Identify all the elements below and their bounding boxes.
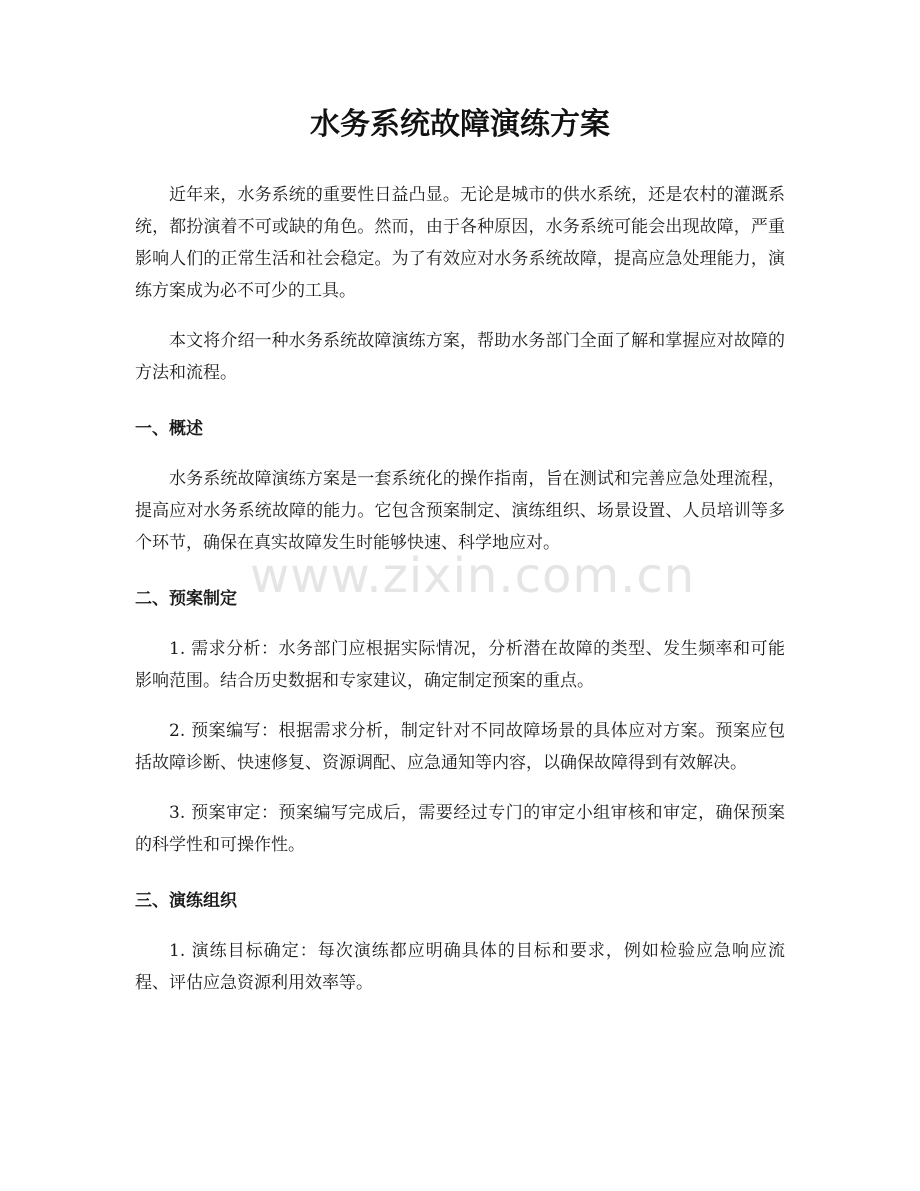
plan-paragraph-2: 2. 预案编写：根据需求分析，制定针对不同故障场景的具体应对方案。预案应包括故障诊断、快速修复、资源调配、应急通知等内容，以确保故障得到有效解决。 <box>135 721 785 773</box>
drill-paragraph-1: 1. 演练目标确定：每次演练都应明确具体的目标和要求，例如检验应急响应流程、评估应急资源利用效率等。 <box>135 941 785 993</box>
watermark: www.zixin.com.cn <box>250 548 696 604</box>
section-heading-overview: 一、概述 <box>135 419 203 439</box>
plan-paragraph-3: 3. 预案审定：预案编写完成后，需要经过专门的审定小组审核和审定，确保预案的科学性和可操作性。 <box>135 803 785 855</box>
intro-paragraph-2: 本文将介绍一种水务系统故障演练方案，帮助水务部门全面了解和掌握应对故障的方法和流程。 <box>135 331 785 383</box>
document-title: 水务系统故障演练方案 <box>310 107 610 142</box>
document-page <box>135 105 785 1017</box>
intro-paragraph-1: 近年来，水务系统的重要性日益凸显。无论是城市的供水系统，还是农村的灌溉系统，都扮演着不可或缺的角色。然而，由于各种原因，水务系统可能会出现故障，严重影响人们的正常生活和社会稳定。为了有效应对水务系统故障，提高应急处理能力，演练方案成为必不可少的工具。 <box>135 185 785 301</box>
overview-paragraph: 水务系统故障演练方案是一套系统化的操作指南，旨在测试和完善应急处理流程，提高应对水务系统故障的能力。它包含预案制定、演练组织、场景设置、人员培训等多个环节，确保在真实故障发生时能够快速、科学地应对。 <box>135 469 785 553</box>
section-heading-plan: 二、预案制定 <box>135 589 237 609</box>
plan-paragraph-1: 1. 需求分析：水务部门应根据实际情况，分析潜在故障的类型、发生频率和可能影响范围。结合历史数据和专家建议，确定制定预案的重点。 <box>135 639 785 691</box>
section-heading-drill: 三、演练组织 <box>135 891 237 911</box>
